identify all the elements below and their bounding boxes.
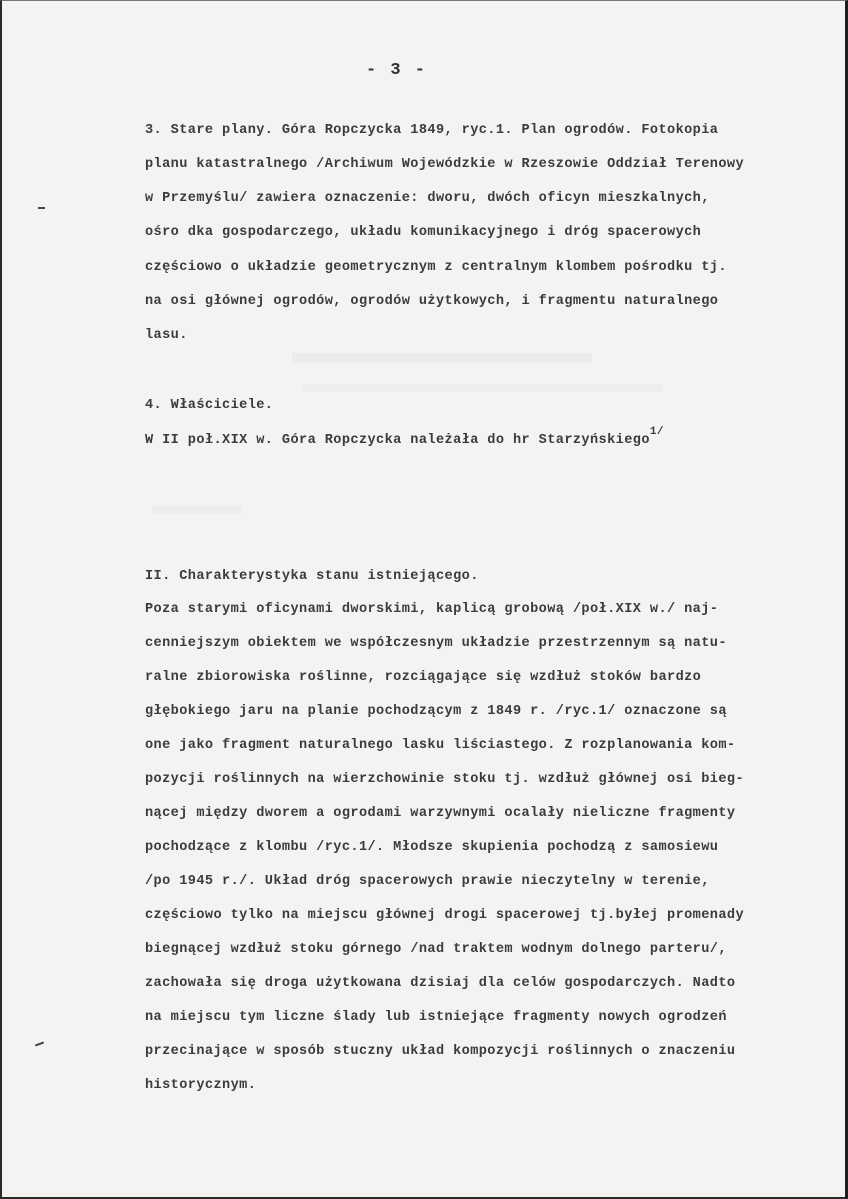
text-line: pozycji roślinnych na wierzchowinie stoku tj. wzdłuż głównej osi bieg- [145, 772, 745, 787]
margin-mark [38, 207, 45, 209]
text-line: przecinające w sposób stuczny układ kompozycji roślinnych o znaczeniu [145, 1044, 736, 1059]
text-line: 3. Stare plany. Góra Ropczycka 1849, ryc.1. Plan ogrodów. Fotokopia [145, 123, 719, 138]
margin-mark [35, 1042, 44, 1047]
owner-text: W II poł.XIX w. Góra Ropczycka należała do hr Starzyńskiego [145, 433, 650, 448]
text-line: na miejscu tym liczne ślady lub istniejące fragmenty nowych ogrodzeń [145, 1010, 727, 1025]
footnote-mark: 1/ [649, 426, 664, 438]
text-line: cenniejszym obiektem we współczesnym układzie przestrzennym są natu- [145, 636, 727, 651]
text-line: częściowo o układzie geometrycznym z centralnym klombem pośrodku tj. [145, 260, 727, 275]
text-line: nącej między dworem a ogrodami warzywnymi ocalały nieliczne fragmenty [145, 806, 736, 821]
text-line: pochodzące z klombu /ryc.1/. Młodsze skupienia pochodzą z samosiewu [145, 840, 719, 855]
text-line: zachowała się droga użytkowana dzisiaj dla celów gospodarczych. Nadto [145, 976, 736, 991]
text-line: w Przemyślu/ zawiera oznaczenie: dworu, dwóch oficyn mieszkalnych, [145, 191, 710, 206]
section-4-text [145, 426, 664, 448]
text-line: głębokiego jaru na planie pochodzącym z 1849 r. /ryc.1/ oznaczone są [145, 704, 727, 719]
text-line: biegnącej wzdłuż stoku górnego /nad traktem wodnym dolnego parteru/, [145, 942, 727, 957]
text-line: ośro dka gospodarczego, układu komunikacyjnego i dróg spacerowych [145, 225, 702, 240]
text-line: Poza starymi oficynami dworskimi, kaplicą grobową /poł.XIX w./ naj- [145, 602, 719, 617]
text-line: historycznym. [145, 1078, 257, 1093]
show-through-artifact [302, 384, 662, 392]
text-line: na osi głównej ogrodów, ogrodów użytkowych, i fragmentu naturalnego [145, 294, 719, 309]
show-through-artifact [292, 353, 592, 363]
show-through-artifact [152, 506, 242, 514]
section-4-heading: 4. Właściciele. [145, 398, 274, 413]
section-II-heading: II. Charakterystyka stanu istniejącego. [145, 569, 479, 584]
page-number: - 3 - [366, 61, 428, 80]
text-line: częściowo tylko na miejscu głównej drogi spacerowej tj.byłej promenady [145, 908, 745, 923]
text-line: lasu. [145, 328, 188, 343]
text-line: one jako fragment naturalnego lasku liściastego. Z rozplanowania kom- [145, 738, 736, 753]
text-line: ralne zbiorowiska roślinne, rozciągające się wzdłuż stoków bardzo [145, 670, 702, 685]
text-line: /po 1945 r./. Układ dróg spacerowych prawie nieczytelny w terenie, [145, 874, 710, 889]
text-line: planu katastralnego /Archiwum Wojewódzkie w Rzeszowie Oddział Terenowy [145, 157, 745, 172]
